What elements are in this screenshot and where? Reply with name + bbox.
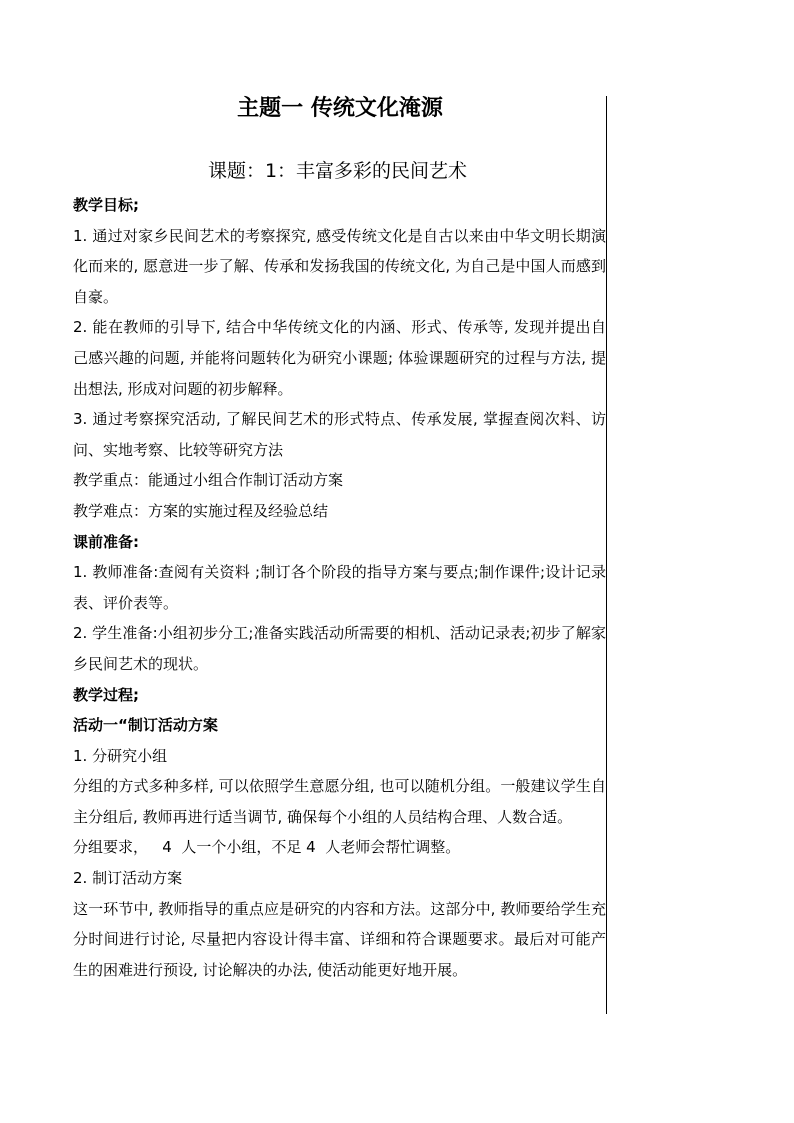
lesson-subtitle: 课题：1：丰富多彩的民间艺术: [207, 160, 468, 182]
goal-item-3: 3. 通过考察探究活动, 了解民间艺术的形式特点、传承发展, 掌握查阅次料、访问、实地考察、比较等研究方法: [73, 410, 606, 459]
document-body: [73, 190, 606, 985]
goal-item-1: 1. 通过对家乡民间艺术的考察探究, 感受传统文化是自古以来由中华文明长期演化而来的, 愿意进一步了解、传承和发扬我国的传统文化, 为自己是中国人而感到自豪。: [73, 226, 606, 306]
prep-item-1: 1. 教师准备:查阅有关资料 ;制订各个阶段的指导方案与要点;制作课件;设计记录表、评价表等。: [73, 563, 606, 612]
page-margin-rule: [606, 96, 607, 1014]
step-2-title: 2. 制订活动方案: [73, 869, 183, 888]
step-1-title: 1. 分研究小组: [73, 746, 168, 765]
step-1-text: 分组的方式多种多样, 可以依照学生意愿分组, 也可以随机分组。一般建议学生自主分组后, 教师再进行适当调节, 确保每个小组的人员结构合理、人数合适。: [73, 777, 606, 826]
key-point: 教学重点：能通过小组合作制订活动方案: [73, 471, 344, 490]
step-2-text: 这一环节中, 教师指导的重点应是研究的内容和方法。这部分中, 教师要给学生充分时间进行讨论, 尽量把内容设计得丰富、详细和符合课题要求。最后对可能产生的困难进行预设, 讨论解决的办法, 使活动能更好地开展。: [73, 899, 606, 979]
prep-heading: 课前准备:: [73, 532, 139, 551]
process-heading: 教学过程;: [73, 685, 139, 704]
step-1-requirement: 分组要求， 4 人一个小组，不足 4 人老师会帮忙调整。: [73, 838, 461, 857]
prep-item-2: 2. 学生准备:小组初步分工;准备实践活动所需要的相机、活动记录表;初步了解家乡民间艺术的现状。: [73, 624, 606, 673]
page-title: 主题一 传统文化淹源: [237, 96, 443, 121]
goal-item-2: 2. 能在教师的引导下, 结合中华传统文化的内涵、形式、传承等, 发现并提出自己感兴趣的问题, 并能将问题转化为研究小课题; 体验课题研究的过程与方法, 提出想法, 形成对问题的初步解释。: [73, 318, 606, 398]
difficult-point: 教学难点：方案的实施过程及经验总结: [73, 501, 329, 520]
activity-1-heading: 活动一“制订活动方案: [73, 716, 218, 735]
goals-heading: 教学目标;: [73, 196, 139, 214]
